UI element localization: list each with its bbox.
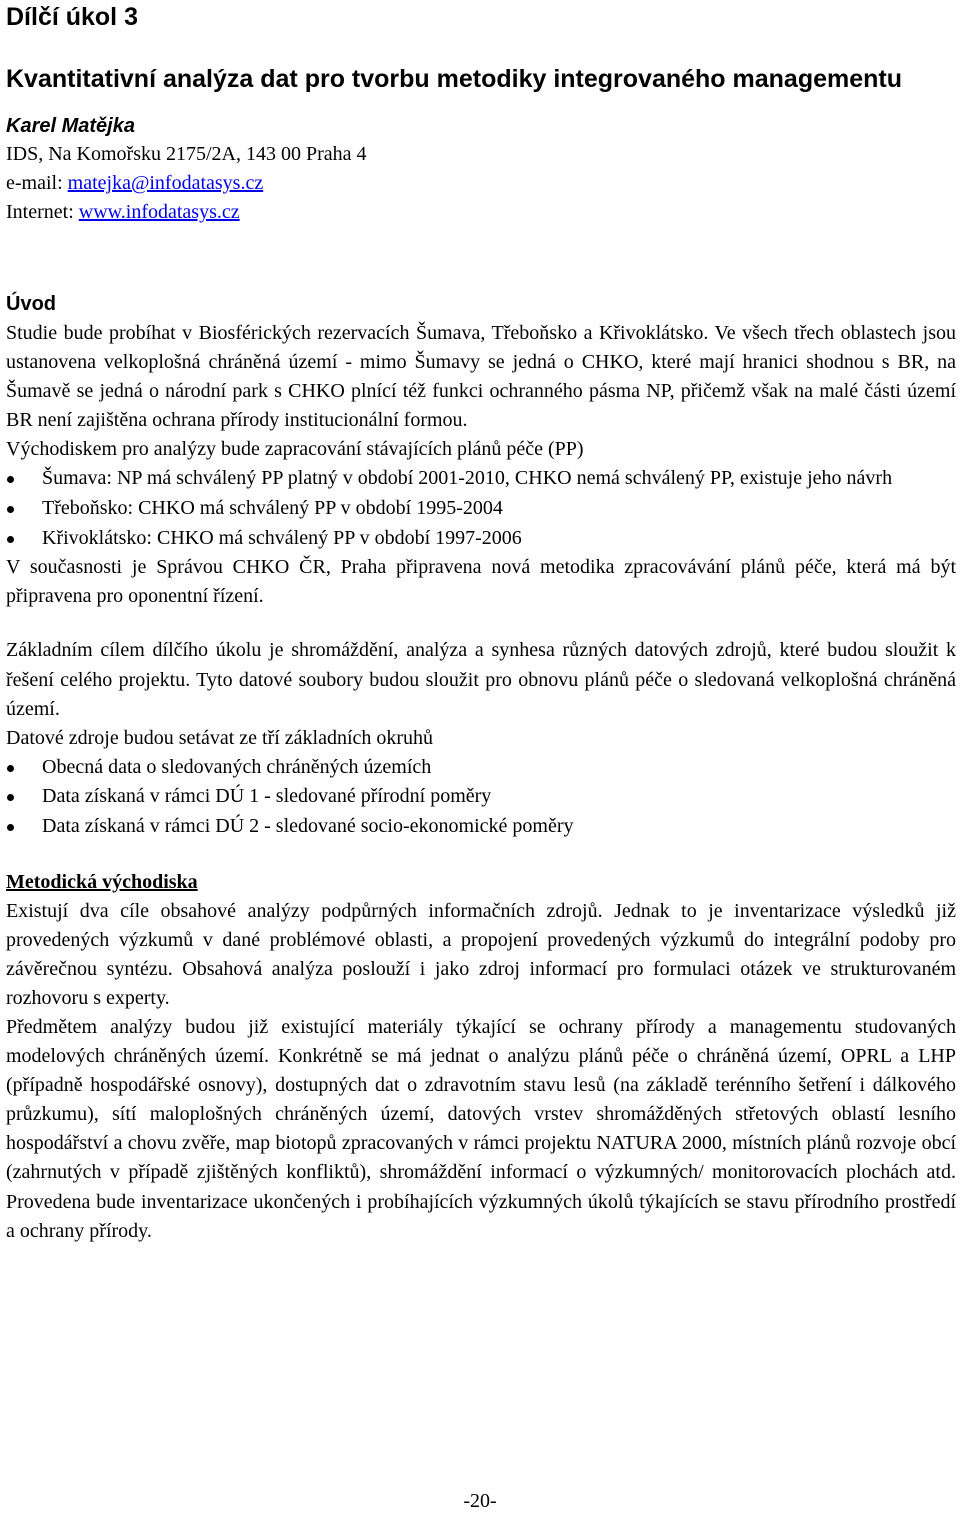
paragraph-gap	[6, 611, 956, 636]
list-item: Třeboňsko: CHKO má schválený PP v období 1995-2004	[6, 494, 956, 524]
data-sources-list	[6, 753, 956, 842]
section-heading-metodika: Metodická východiska	[6, 870, 198, 893]
email-label: e-mail:	[6, 172, 68, 194]
care-plans-list	[6, 464, 956, 553]
uvod-paragraph-1: Studie bude probíhat v Biosférických rezervacích Šumava, Třeboňsko a Křivoklátsko. Ve všech třech oblastech jsou ustanovena velkoplošná chráněná území - mimo Šumavy se jedná o CHKO, které mají hranici shodnou s BR, na Šumavě se jedná o národní park s CHKO plnící též funkci ochranného pásma NP, přičemž však na malé části území BR není zajištěna ochrana přírody institucionální formou.	[6, 322, 956, 432]
uvod-paragraph-2: Východiskem pro analýzy bude zapracování stávajících plánů péče (PP)	[6, 438, 584, 461]
uvod-paragraph-5: Datové zdroje budou setávat ze tří základních okruhů	[6, 726, 434, 749]
internet-link[interactable]: www.infodatasys.cz	[78, 201, 240, 223]
uvod-paragraph-4: Základním cílem dílčího úkolu je shromáždění, analýza a synhesa různých datových zdrojů, které budou sloužit k řešení celého projektu. Tyto datové soubory budou sloužit pro obnovu plánů péče o sledovaná velkoplošná chráněná území.	[6, 639, 956, 720]
internet-label: Internet:	[6, 201, 79, 223]
uvod-paragraph-3: V současnosti je Správou CHKO ČR, Praha připravena nová metodika zpracovávání plánů péče, která má být připravena pro oponentní řízení.	[6, 556, 956, 608]
list-item: Data získaná v rámci DÚ 2 - sledované socio-ekonomické poměry	[6, 812, 956, 842]
internet-line	[6, 198, 956, 227]
list-item: Data získaná v rámci DÚ 1 - sledované přírodní poměry	[6, 782, 956, 812]
page-number: -20-	[463, 1490, 497, 1512]
list-item: Obecná data o sledovaných chráněných územích	[6, 753, 956, 783]
author-name: Karel Matějka	[6, 115, 135, 137]
email-link[interactable]: matejka@infodatasys.cz	[67, 172, 264, 194]
email-line	[6, 169, 956, 198]
chapter-heading: Dílčí úkol 3	[6, 3, 138, 31]
author-address: IDS, Na Komořsku 2175/2A, 143 00 Praha 4	[6, 143, 367, 165]
document-page	[6, 0, 956, 1246]
list-item: Šumava: NP má schválený PP platný v období 2001-2010, CHKO nemá schválený PP, existuje jeho návrh	[6, 464, 956, 494]
document-title: Kvantitativní analýza dat pro tvorbu metodiky integrovaného managementu	[6, 65, 902, 93]
metodika-paragraph-1: Existují dva cíle obsahové analýzy podpůrných informačních zdrojů. Jednak to je inventarizace výsledků již provedených výzkumů v dané problémové oblasti, a propojení provedených výzkumů do integrální podoby pro závěrečnou syntézu. Obsahová analýza poslouží i jako zdroj informací pro formulaci otázek ve strukturovaném rozhovoru s experty.	[6, 899, 956, 1009]
section-heading-uvod: Úvod	[6, 293, 56, 315]
list-item: Křivoklátsko: CHKO má schválený PP v období 1997-2006	[6, 524, 956, 554]
metodika-paragraph-2: Předmětem analýzy budou již existující materiály týkající se ochrany přírody a managementu studovaných modelových chráněných území. Konkrétně se má jednat o analýzu plánů péče o chráněná území, OPRL a LHP (případně hospodářské osnovy), dostupných dat o zdravotním stavu lesů (na základě terénního šetření i dálkového průzkumu), sítí maloplošných chráněných území, datových vrstev shromážděných střetových oblastí lesního hospodářství a chovu zvěře, map biotopů zpracovaných v rámci projektu NATURA 2000, místních plánů rozvoje obcí (zahrnutých v případě zjištěných konfliktů), shromáždění informací o výzkumných/ monitorovacích plochách atd. Provedena bude inventarizace ukončených i probíhajících výzkumných úkolů týkajících se stavu přírodního prostředí a ochrany přírody.	[6, 1015, 956, 1242]
